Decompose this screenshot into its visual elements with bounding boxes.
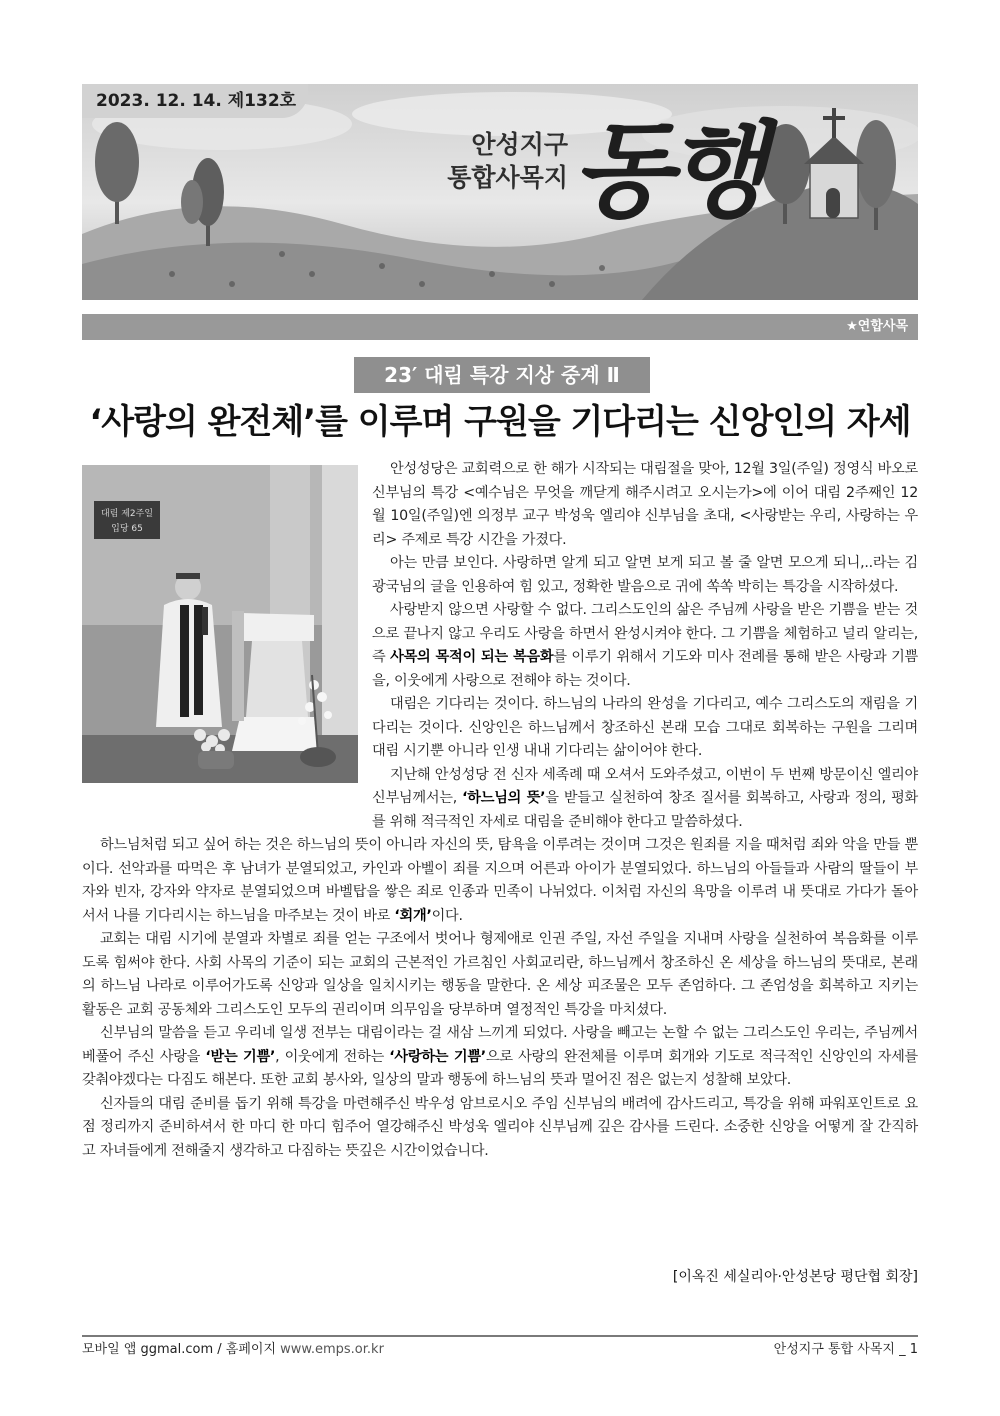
- article-paragraph: 신자들의 대림 준비를 돕기 위해 특강을 마련해주신 박우성 암브로시오 주임 신부님의 배려에 감사드리고, 특강을 위해 파워포인트로 요점 정리까지 준비하셔서 한 마디 한 마디 힘주어 열강해주신 박성욱 엘리야 신부님께 깊은 감사를 드린다. 소중한 신앙을 어떻게 잘 간직하고 자녀들에게 전해줄지 생각하고 다짐하는 뜻깊은 시간이었습니다.: [82, 1095, 918, 1159]
- section-label: ★연합사목: [82, 314, 918, 340]
- footer-app-label: 모바일 앱 ggmal.com / 홈페이지: [82, 1342, 281, 1357]
- masthead-logo: 동행: [572, 109, 761, 232]
- issue-date: 2023. 12. 14. 제132호: [82, 84, 308, 118]
- article-paragraph: 지난해 안성성당 전 신자 세족례 때 오셔서 도와주셨고, 이번이 두 번째 방문이신 엘리야 신부님께서는, ‘하느님의 뜻’을 받들고 실천하여 창조 질서를 회복하고, 사랑과 정의, 평화를 위해 적극적인 자세로 대림을 준비해야 한다고 말씀하셨다.: [372, 766, 918, 830]
- page-number: 안성지구 통합 사목지 _ 1: [773, 1342, 918, 1357]
- article-paragraph: 대림은 기다리는 것이다. 하느님의 나라의 완성을 기다리고, 예수 그리스도의 재림을 기다리는 것이다. 신앙인은 하느님께서 창조하신 본래 모습 그대로 회복하는 구원을 그리며 대림 시기뿐 아니라 인생 내내 기다리는 삶이어야 한다.: [372, 696, 918, 759]
- subtitle-line-2: 통합사목지: [447, 163, 568, 192]
- article-kicker: 23′ 대림 특강 지상 중계 Ⅱ: [354, 357, 650, 393]
- emphasis-text: ‘받는 기쁨’: [205, 1048, 276, 1065]
- footer-links: [82, 1340, 384, 1360]
- homepage-link[interactable]: www.emps.or.kr: [280, 1342, 384, 1357]
- article-paragraph: 교회는 대림 시기에 분열과 차별로 죄를 얻는 구조에서 벗어나 형제애로 인권 주일, 자선 주일을 지내며 사랑을 실천하여 복음화를 이루도록 힘써야 한다. 사회 사목의 기준이 되는 교회의 근본적인 가르침인 사회교리란, 하느님께서 창조하신 온 세상을 하느님의 뜻대로, 본래의 하느님 나라로 이루어가도록 신앙과 일상을 일치시키는 행동을 말한다. 온 세상 피조물은 모두 존엄하다. 그 존엄성을 회복하고 지키는 활동은 교회 공동체와 그리스도인 모두의 권리이며 의무임을 당부하며 열정적인 특강을 마치셨다.: [82, 931, 918, 1018]
- sign-text-1: 대림 제2주일: [100, 509, 154, 519]
- article-paragraph: 하느님처럼 되고 싶어 하는 것은 하느님의 뜻이 아니라 자신의 뜻, 탐욕을 이루려는 것이며 그것은 원죄를 지을 때처럼 죄와 악을 만들 뿐이다. 선악과를 따먹은 후 남녀가 분열되었고, 카인과 아벨이 죄를 지으며 어른과 아이가 분열되었다. 하느님의 아들들과 사람의 딸들이 부자와 빈자, 강자와 약자로 분열되었으며 바벨탑을 쌓은 죄로 인종과 민족이 나뉘었다. 이처럼 자신의 욕망을 이루려 내 뜻대로 가다가 돌아서서 나를 기다리시는 하느님을 마주보는 것이 바로 ‘회개’이다.: [82, 837, 918, 924]
- masthead-subtitle: [408, 128, 568, 194]
- article-body: [82, 458, 918, 1163]
- article-paragraph: 안성성당은 교회력으로 한 해가 시작되는 대림절을 맞아, 12월 3일(주일) 정영식 바오로 신부님의 특강 <예수님은 무엇을 깨닫게 해주시려고 오시는가>에 이어 대림 2주째인 12월 10일(주일)엔 의정부 교구 박성욱 엘리야 신부님을 초대, <사랑받는 우리, 사랑하는 우리> 주제로 특강 시간을 가졌다.: [372, 461, 918, 548]
- footer-divider: [82, 1335, 918, 1337]
- article-headline: ‘사랑의 완전체’를 이루며 구원을 기다리는 신앙인의 자세: [89, 402, 911, 442]
- emphasis-text: ‘사랑하는 기쁨’: [389, 1048, 486, 1065]
- photo-wrap-space: [82, 458, 372, 822]
- emphasis-text: ‘하느님의 뜻’: [462, 790, 546, 806]
- sign-text-2: 입당 65: [111, 524, 143, 534]
- article-paragraph: 아는 만큼 보인다. 사랑하면 알게 되고 알면 보게 되고 볼 줄 알면 모으게 되니,..라는 김광국님의 글을 인용하여 힘 있고, 정확한 발음으로 귀에 쏙쏙 박히는 특강을 시작하셨다.: [372, 555, 918, 595]
- emphasis-text: 사목의 목적이 되는 복음화: [390, 649, 554, 665]
- article-paragraph: 신부님의 말씀을 듣고 우리네 일생 전부는 대림이라는 걸 새삼 느끼게 되었다. 사랑을 빼고는 논할 수 없는 그리스도인 우리는, 주님께서 베풀어 주신 사랑을 ‘받는 기쁨’, 이웃에게 전하는 ‘사랑하는 기쁨’으로 사랑의 완전체를 이루며 회개와 기도로 적극적인 신앙인의 자세를 갖춰야겠다는 다짐도 해본다. 또한 교회 봉사와, 일상의 말과 행동에 하느님의 뜻과 멀어진 점은 없는지 성찰해 보았다.: [82, 1025, 919, 1088]
- article-paragraph: 사랑받지 않으면 사랑할 수 없다. 그리스도인의 삶은 주님께 사랑을 받은 기쁨을 받는 것으로 끝나지 않고 우리도 사랑을 하면서 완성시켜야 한다. 그 기쁨을 체험하고 널리 알리는, 즉 사목의 목적이 되는 복음화를 이루기 위해서 기도와 미사 전례를 통해 받은 사랑과 기쁨을, 이웃에게 사랑으로 전해야 하는 것이다.: [372, 602, 919, 689]
- author-credit: [이옥진 세실리아·안성본당 평단협 회장]: [672, 1269, 918, 1285]
- subtitle-line-1: 안성지구: [471, 130, 568, 159]
- emphasis-text: ‘회개’: [394, 907, 432, 924]
